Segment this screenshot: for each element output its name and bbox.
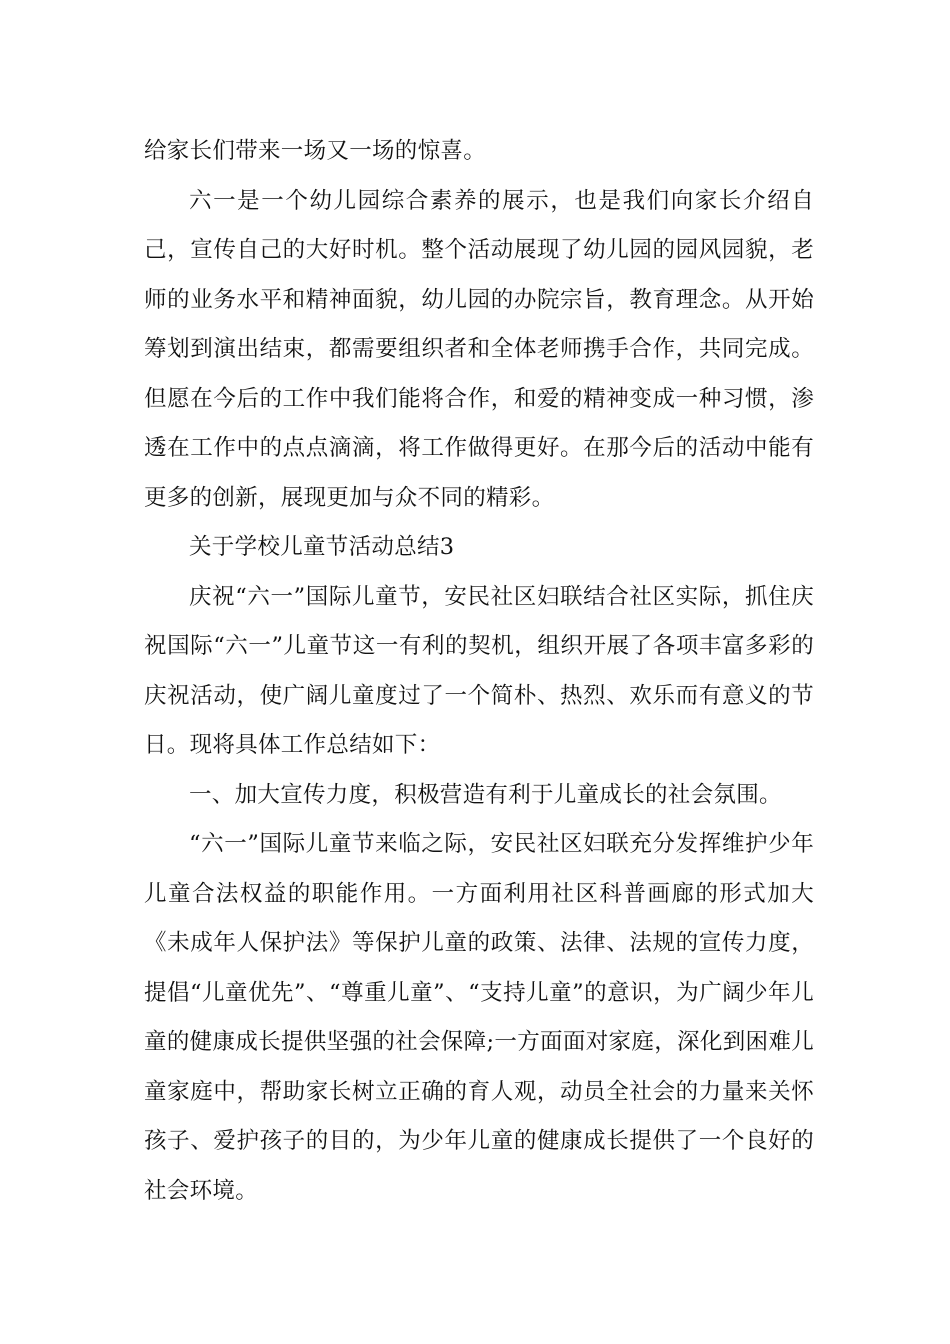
paragraph-point-one: 一、加大宣传力度，积极营造有利于儿童成长的社会氛围。 [189, 781, 782, 808]
paragraph-intro: 庆祝“六一”国际儿童节，安民社区妇联结合社区实际，抓住庆祝国际“六一”儿童节这一有利的契机，组织开展了各项丰富多彩的庆祝活动，使广阔儿童度过了一个简朴、热烈、欢乐而有意义的节日。现将具体工作总结如下： [144, 583, 814, 758]
document-body [144, 127, 814, 1216]
paragraph-continuation: 给家长们带来一场又一场的惊喜。 [144, 138, 487, 164]
paragraph-liuyi-summary: 六一是一个幼儿园综合素养的展示，也是我们向家长介绍自己，宣传自己的大好时机。整个活动展现了幼儿园的园风园貌，老师的业务水平和精神面貌，幼儿园的办院宗旨，教育理念。从开始筹划到演出结束，都需要组织者和全体老师携手合作，共同完成。但愿在今后的工作中我们能将合作，和爱的精神变成一种习惯，渗透在工作中的点点滴滴，将工作做得更好。在那今后的活动中能有更多的创新，展现更加与众不同的精彩。 [144, 187, 814, 511]
paragraph-point-one-detail: “六一”国际儿童节来临之际，安民社区妇联充分发挥维护少年儿童合法权益的职能作用。一方面利用社区科普画廊的形式加大《未成年人保护法》等保护儿童的政策、法律、法规的宣传力度，提倡“儿童优先”、“尊重儿童”、“支持儿童”的意识，为广阔少年儿童的健康成长提供坚强的社会保障;一方面面对家庭，深化到困难儿童家庭中，帮助家长树立正确的育人观，动员全社会的力量来关怀孩子、爱护孩子的目的，为少年儿童的健康成长提供了一个良好的社会环境。 [144, 831, 814, 1204]
section-heading: 关于学校儿童节活动总结3 [189, 534, 455, 560]
